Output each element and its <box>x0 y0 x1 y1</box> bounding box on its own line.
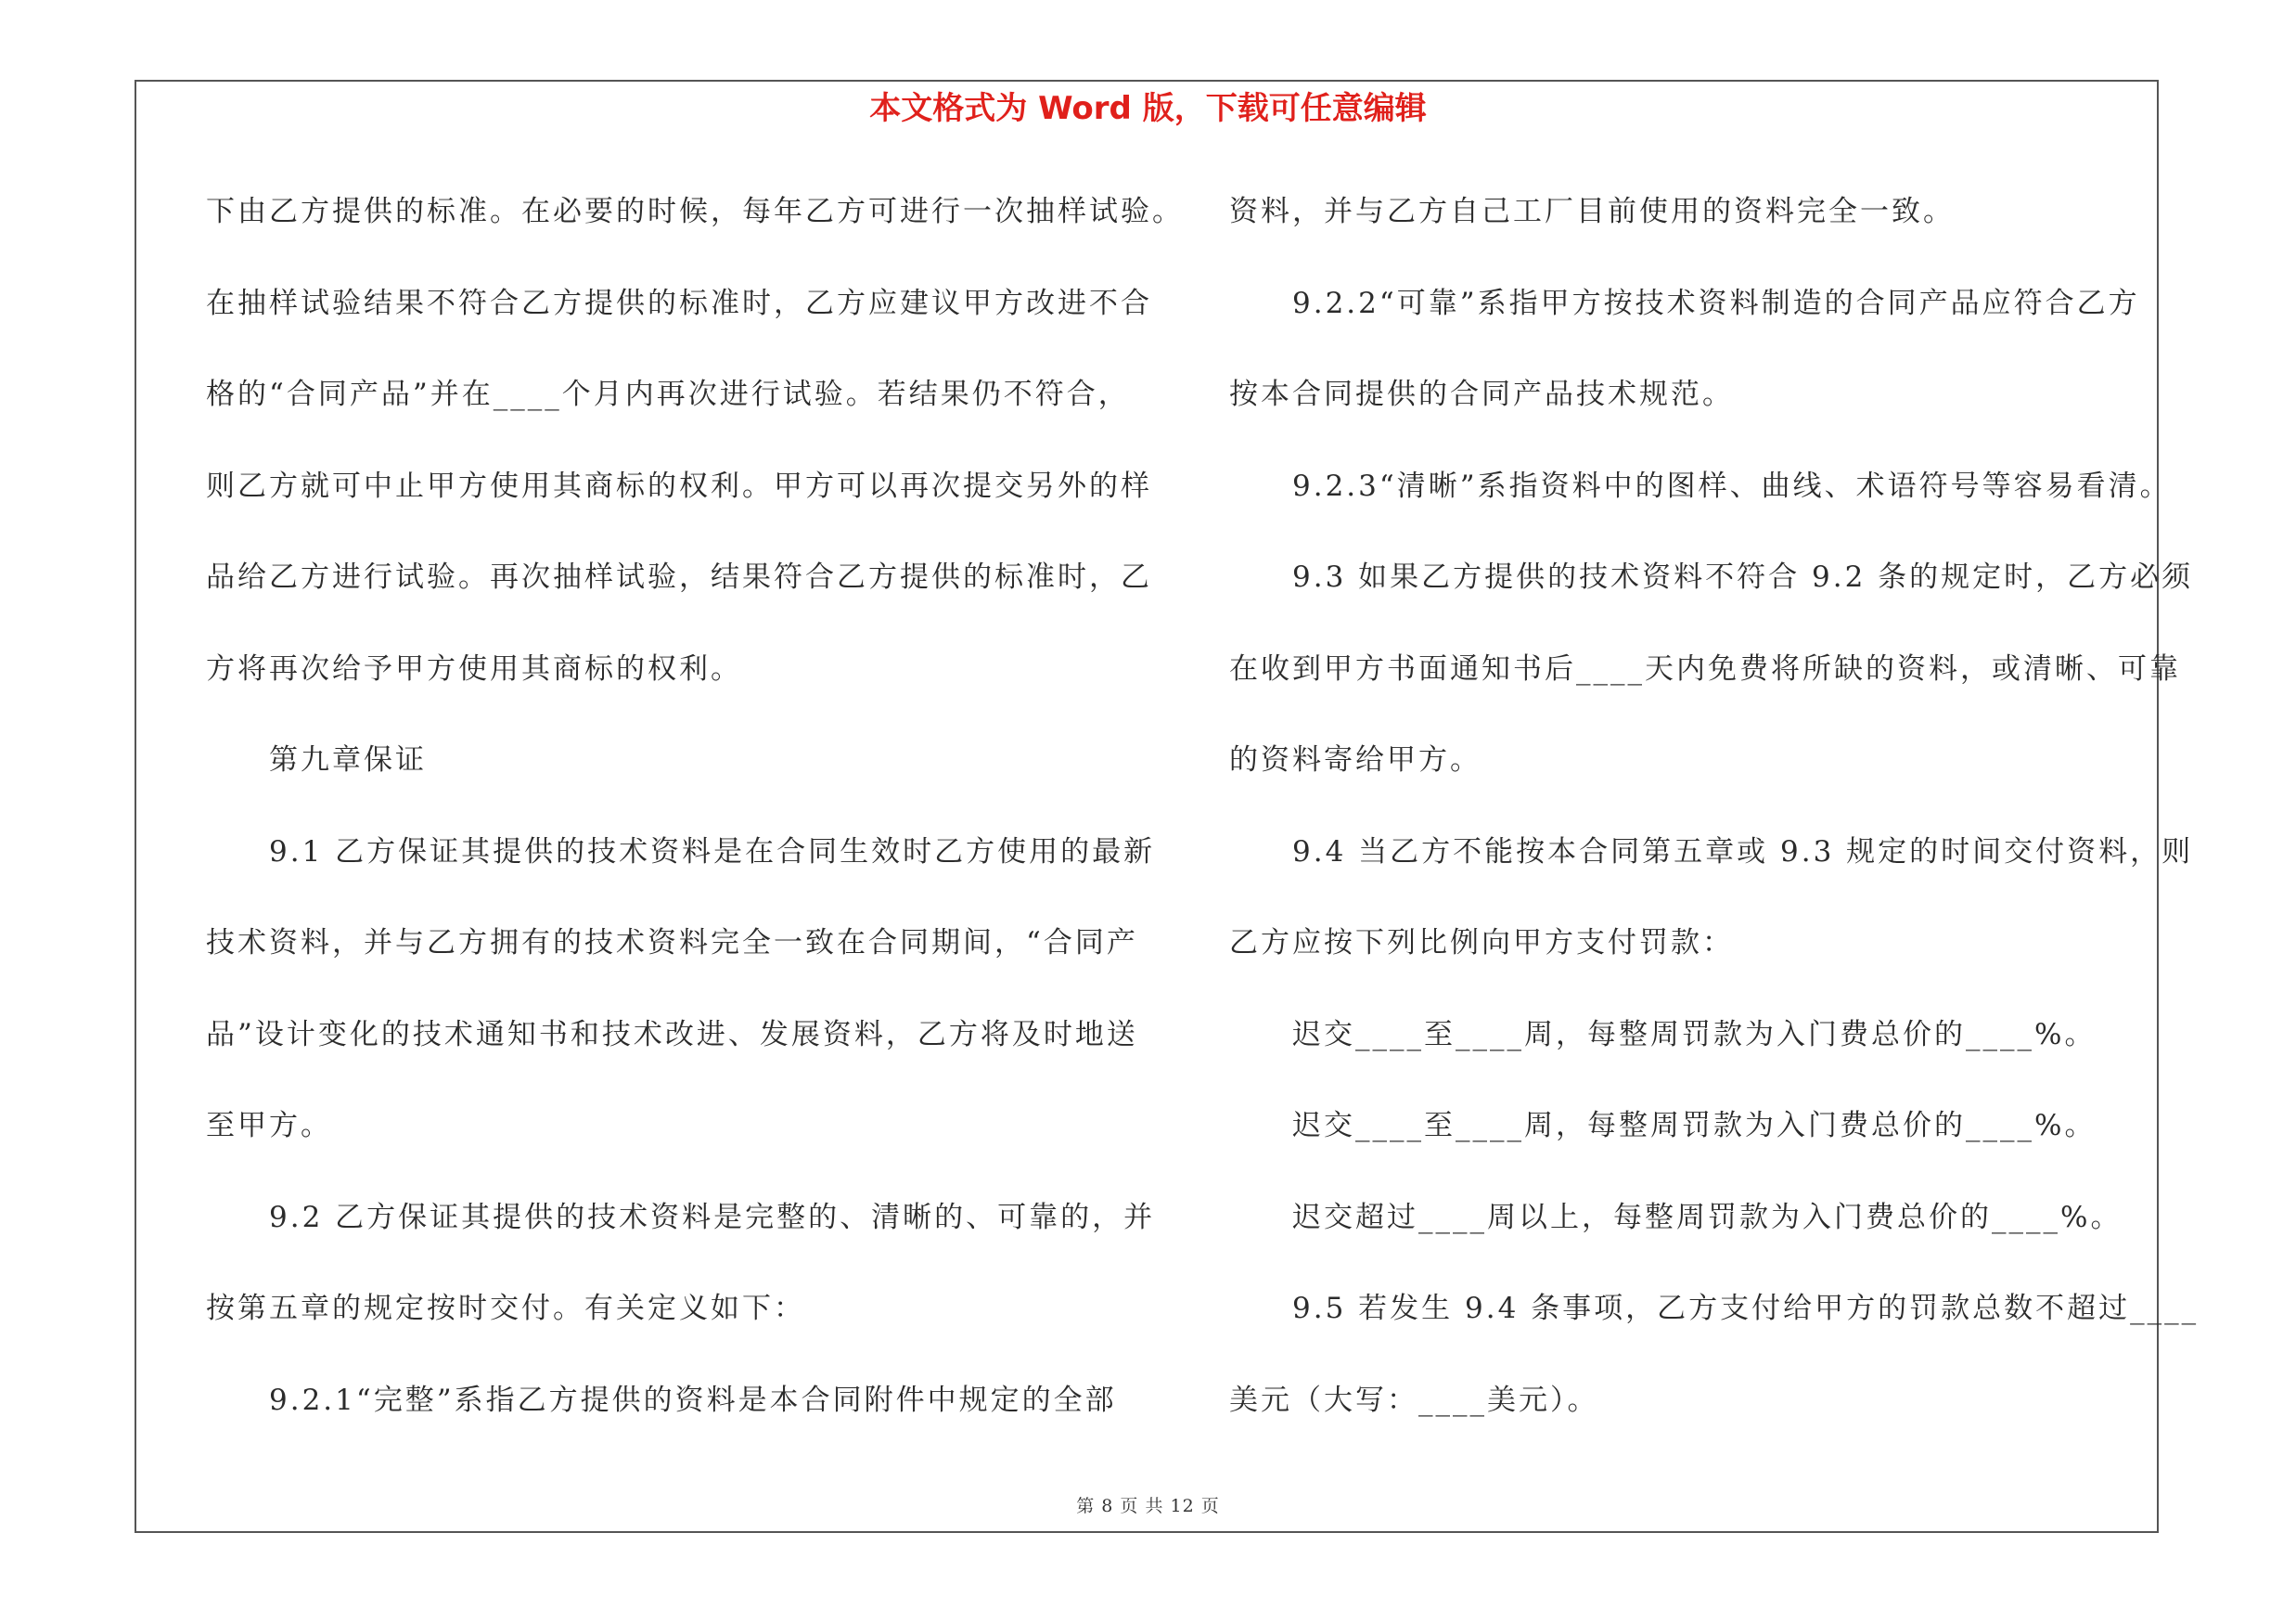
right-line: 的资料寄给甲方。 <box>1229 743 1481 777</box>
left-line: 下由乙方提供的标准。在必要的时候，每年乙方可进行一次抽样试验。 <box>206 195 1184 228</box>
right-line: 迟交____至____周，每整周罚款为入门费总价的____%。 <box>1292 1109 2097 1142</box>
right-line: 迟交____至____周，每整周罚款为入门费总价的____%。 <box>1292 1017 2097 1051</box>
left-column <box>206 184 1184 1463</box>
document-banner: 本文格式为 Word 版，下载可任意编辑 <box>869 90 1427 127</box>
right-line: 美元（大写：____美元）。 <box>1229 1383 1599 1417</box>
right-line: 9.4 当乙方不能按本合同第五章或 9.3 规定的时间交付资料，则 <box>1292 834 2194 869</box>
right-line: 9.3 如果乙方提供的技术资料不符合 9.2 条的规定时，乙方必须 <box>1292 560 2194 594</box>
right-line: 乙方应按下列比例向甲方支付罚款： <box>1229 926 1734 960</box>
left-line: 至甲方。 <box>206 1109 332 1142</box>
right-line: 9.2.3“清晰”系指资料中的图样、曲线、术语符号等容易看清。 <box>1292 469 2172 503</box>
left-line: 按第五章的规定按时交付。有关定义如下： <box>206 1292 805 1325</box>
left-line: 9.2 乙方保证其提供的技术资料是完整的、清晰的、可靠的，并 <box>269 1200 1156 1234</box>
right-column <box>1229 184 2200 1463</box>
left-line: 品给乙方进行试验。再次抽样试验，结果符合乙方提供的标准时，乙 <box>206 560 1152 594</box>
left-line: 格的“合同产品”并在____个月内再次进行试验。若结果仍不符合， <box>206 378 1130 411</box>
right-line: 在收到甲方书面通知书后____天内免费将所缺的资料，或清晰、可靠 <box>1229 651 2181 686</box>
page-number: 第 8 页 共 12 页 <box>1076 1496 1220 1516</box>
right-line: 9.2.2“可靠”系指甲方按技术资料制造的合同产品应符合乙方 <box>1292 286 2140 320</box>
right-line: 迟交超过____周以上，每整周罚款为入门费总价的____%。 <box>1292 1200 2123 1234</box>
left-line: 品”设计变化的技术通知书和技术改进、发展资料，乙方将及时地送 <box>206 1017 1138 1051</box>
left-line: 9.1 乙方保证其提供的技术资料是在合同生效时乙方使用的最新 <box>269 834 1156 869</box>
left-line: 技术资料，并与乙方拥有的技术资料完全一致在合同期间，“合同产 <box>206 926 1138 960</box>
right-line: 资料，并与乙方自己工厂目前使用的资料完全一致。 <box>1229 195 1955 228</box>
left-line: 9.2.1“完整”系指乙方提供的资料是本合同附件中规定的全部 <box>269 1383 1117 1417</box>
left-line: 方将再次给予甲方使用其商标的权利。 <box>206 651 742 686</box>
right-line: 9.5 若发生 9.4 条事项，乙方支付给甲方的罚款总数不超过____ <box>1292 1292 2200 1325</box>
left-line: 则乙方就可中止甲方使用其商标的权利。甲方可以再次提交另外的样 <box>206 469 1152 503</box>
left-line: 第九章保证 <box>269 743 427 777</box>
left-line: 在抽样试验结果不符合乙方提供的标准时，乙方应建议甲方改进不合 <box>206 286 1152 320</box>
right-line: 按本合同提供的合同产品技术规范。 <box>1229 378 1734 411</box>
